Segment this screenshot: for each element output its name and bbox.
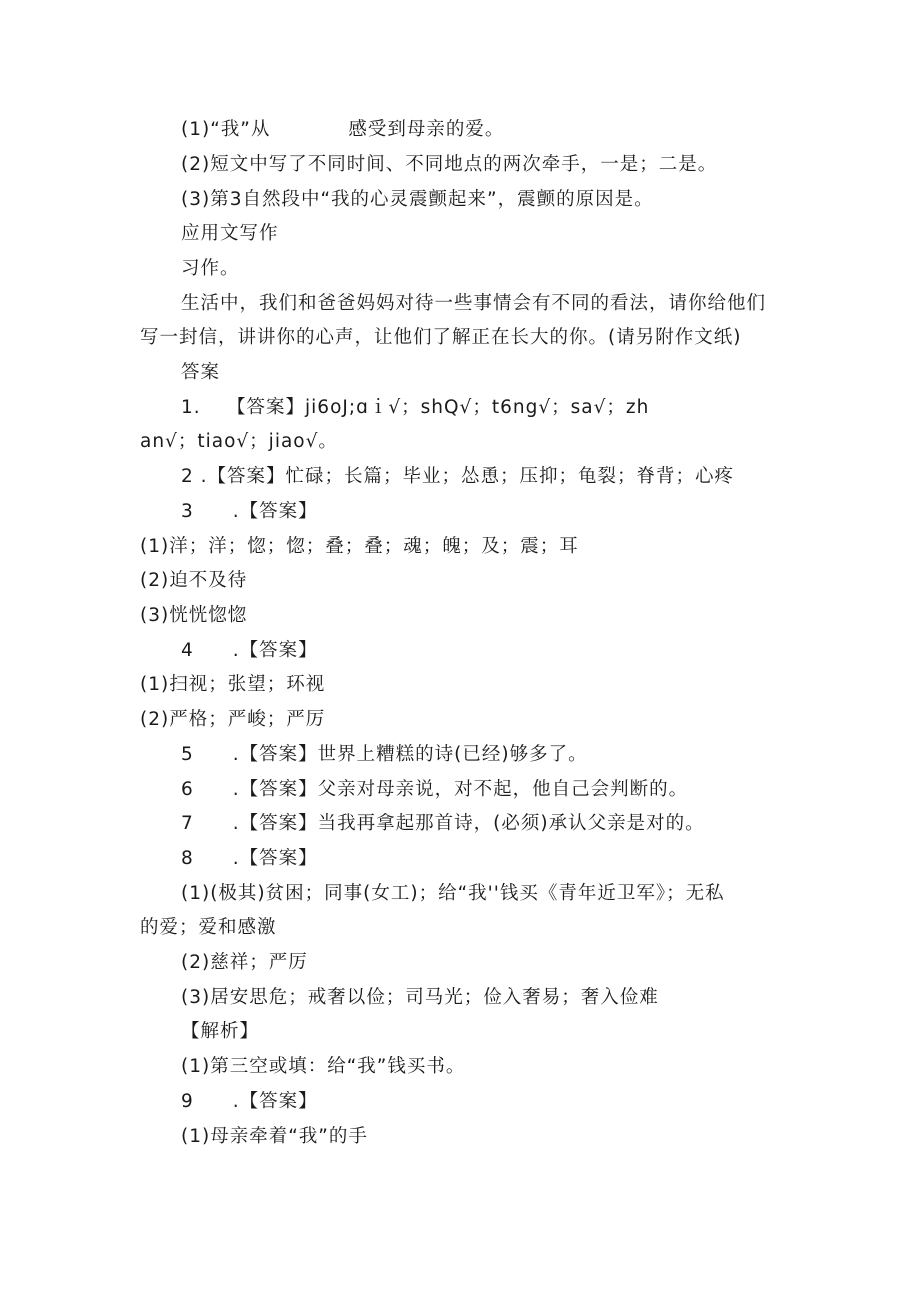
answer-line: (1)母亲牵着“我”的手 xyxy=(181,1126,368,1147)
answer-line: 9 .【答案】 xyxy=(181,1091,318,1112)
text-line: 习作。 xyxy=(181,258,240,279)
answer-line: 3 .【答案】 xyxy=(181,501,318,522)
answer-line: 4 .【答案】 xyxy=(181,640,318,661)
answer-line: 5 .【答案】世界上糟糕的诗(已经)够多了。 xyxy=(181,744,588,765)
answer-line: 的爱；爱和感激 xyxy=(140,917,277,938)
text-line: (3)第3自然段中“我的心灵震颤起来”，震颤的原因是。 xyxy=(181,189,654,210)
section-heading: 应用文写作 xyxy=(181,223,279,244)
answer-line: (1)洋；洋；惚；惚；叠；叠；魂；魄；及；震；耳 xyxy=(140,536,579,557)
answer-line: (1)扫视；张望；环视 xyxy=(140,674,326,695)
section-heading: 答案 xyxy=(181,362,221,383)
answer-line: 7 .【答案】当我再拿起那首诗，(必须)承认父亲是对的。 xyxy=(181,813,705,834)
answer-line: (3)居安思危；戒奢以俭；司马光；俭入奢易；奢入俭难 xyxy=(181,987,659,1008)
answer-line: (3)恍恍惚惚 xyxy=(140,605,248,626)
text-line: 生活中，我们和爸爸妈妈对待一些事情会有不同的看法，请你给他们 xyxy=(181,293,767,314)
text-line: (1)“我”从 感受到母亲的爱。 xyxy=(181,119,505,140)
answer-line: 1. 【答案】ji6oJ;ɑｉ√；shQ√；t6ng√；sa√；zh xyxy=(181,397,650,418)
analysis-heading: 【解析】 xyxy=(181,1021,260,1042)
text-line: (2)短文中写了不同时间、不同地点的两次牵手，一是；二是。 xyxy=(181,154,718,175)
answer-line: an√；tiao√；jiao√。 xyxy=(140,431,338,452)
answer-line: 2 .【答案】忙碌；长篇；毕业；怂恿；压抑；龟裂；脊背；心疼 xyxy=(181,466,735,487)
text-line: 写一封信，讲讲你的心声，让他们了解正在长大的你。(请另附作文纸) xyxy=(140,327,742,348)
answer-line: 8 .【答案】 xyxy=(181,848,318,869)
answer-line: (2)严格；严峻；严厉 xyxy=(140,709,326,730)
answer-line: (2)慈祥；严厉 xyxy=(181,952,308,973)
answer-line: (1)(极其)贫困；同事(女工)；给“我''钱买《青年近卫军》；无私 xyxy=(181,883,725,904)
answer-line: (2)迫不及待 xyxy=(140,570,248,591)
answer-line: (1)第三空或填：给“我”钱买书。 xyxy=(181,1056,466,1077)
answer-line: 6 .【答案】父亲对母亲说，对不起，他自己会判断的。 xyxy=(181,779,689,800)
